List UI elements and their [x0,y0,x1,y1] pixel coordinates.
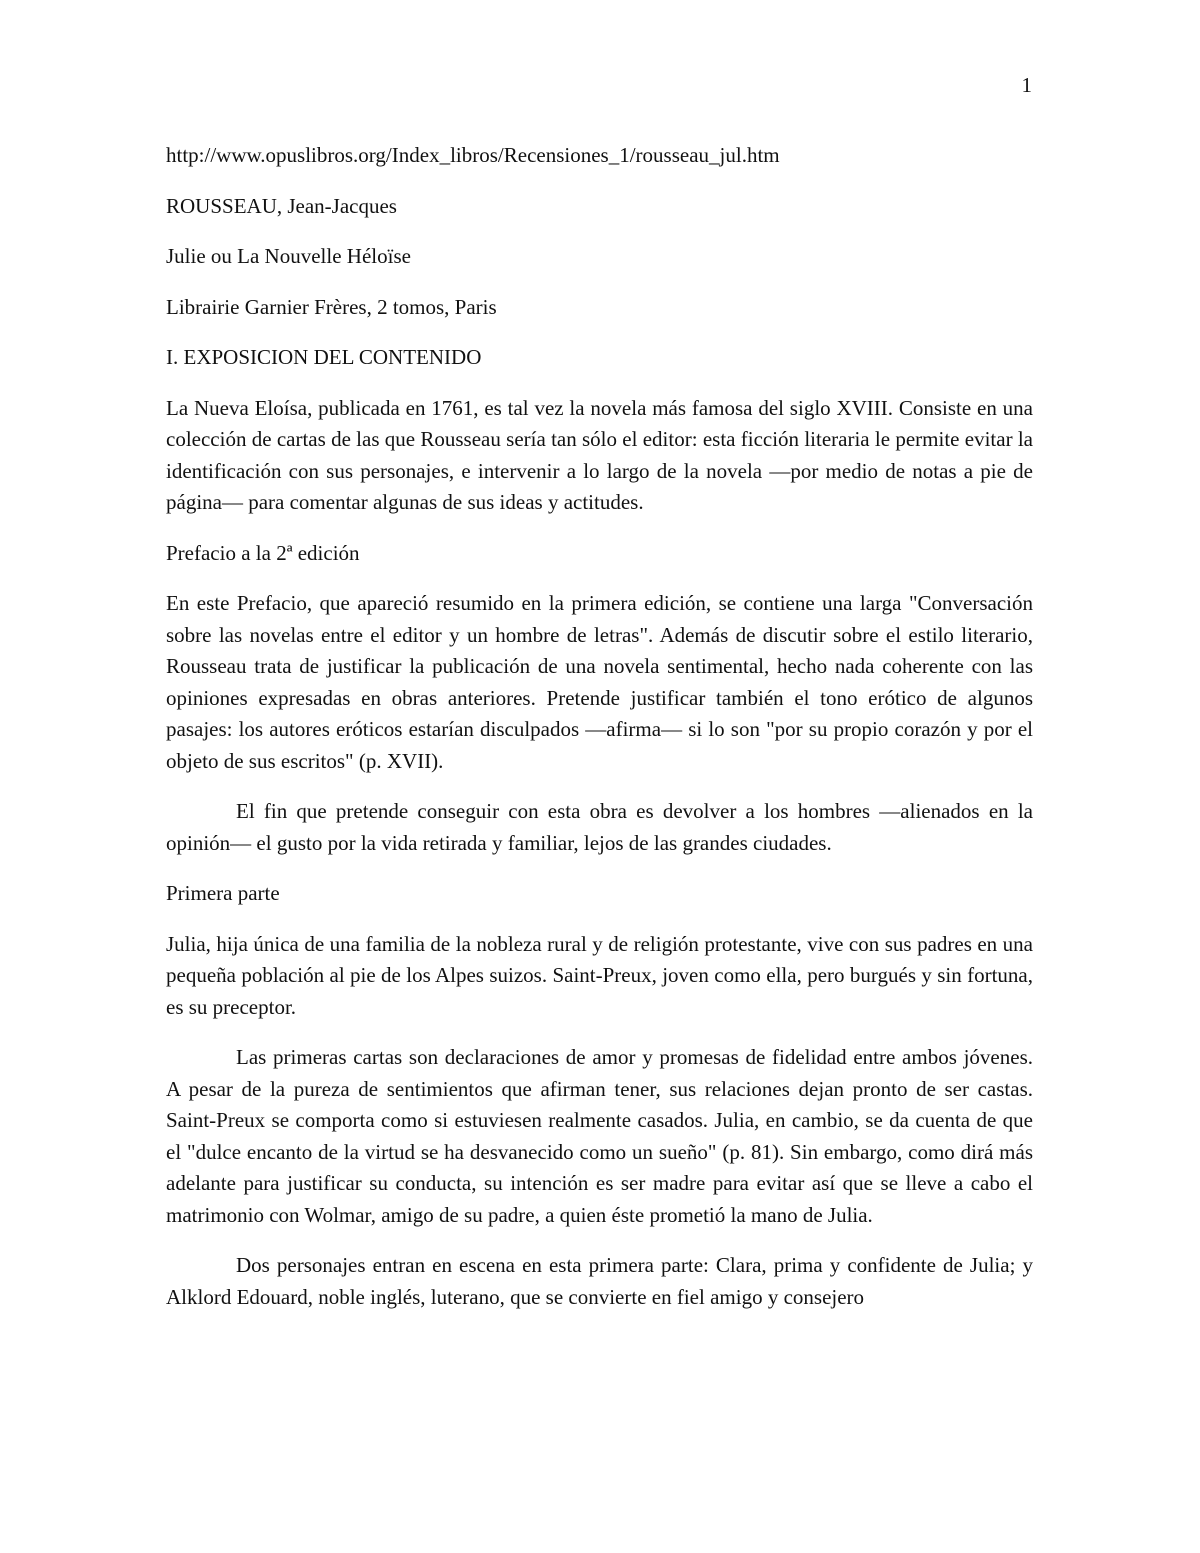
source-url: http://www.opuslibros.org/Index_libros/Recensiones_1/rousseau_jul.htm [166,143,780,167]
book-title: Julie ou La Nouvelle Héloïse [166,244,411,268]
preface-paragraph-2: El fin que pretende conseguir con esta obra es devolver a los hombres —alienados en la opinión— el gusto por la vida retirada y familiar, lejos de las grandes ciudades. [166,799,1033,855]
preface-heading: Prefacio a la 2ª edición [166,540,360,565]
intro-paragraph: La Nueva Eloísa, publicada en 1761, es tal vez la novela más famosa del siglo XVIII. Consiste en una colección de cartas de las que Rousseau sería tan sólo el editor: esta ficción literaria le permite evitar la identificación con sus personajes, e intervenir a lo largo de la novela —por medio de notas a pie de página— para comentar algunas de sus ideas y actitudes. [166,395,1033,514]
part-one-heading: Primera parte [166,881,280,905]
document-body [166,140,1033,1332]
part-one-paragraph-1: Julia, hija única de una familia de la nobleza rural y de religión protestante, vive con sus padres en una pequeña población al pie de los Alpes suizos. Saint-Preux, joven como ella, pero burgués y sin fortuna, es su preceptor. [166,931,1033,1019]
publisher-line: Librairie Garnier Frères, 2 tomos, Paris [166,294,497,319]
preface-paragraph-1: En este Prefacio, que apareció resumido en la primera edición, se contiene una larga "Conversación sobre las novelas entre el editor y un hombre de letras". Además de discutir sobre el estilo literario, Rousseau trata de justificar la publicación de una novela sentimental, hecho nada coherente con las opiniones expresadas en obras anteriores. Pretende justificar también el tono erótico de algunos pasajes: los autores eróticos estarían disculpados —afirma— si lo son "por su propio corazón y por el objeto de sus escritos" (p. XVII). [166,591,1033,773]
page-number: 1 [1021,73,1032,97]
section-heading: I. EXPOSICION DEL CONTENIDO [166,345,482,369]
author-line: ROUSSEAU, Jean-Jacques [166,193,397,218]
part-one-paragraph-2: Las primeras cartas son declaraciones de amor y promesas de fidelidad entre ambos jóvenes. A pesar de la pureza de sentimientos que afirman tener, sus relaciones dejan pronto de ser castas. Saint-Preux se comporta como si estuviesen realmente casados. Julia, en cambio, se da cuenta de que el "dulce encanto de la virtud se ha desvanecido como un sueño" (p. 81). Sin embargo, como dirá más adelante para justificar su conducta, su intención es ser madre para evitar así que se lleve a cabo el matrimonio con Wolmar, amigo de su padre, a quien éste prometió la mano de Julia. [166,1045,1033,1227]
part-one-paragraph-3: Dos personajes entran en escena en esta primera parte: Clara, prima y confidente de Julia; y Alklord Edouard, noble inglés, luterano, que se convierte en fiel amigo y consejero [166,1253,1033,1309]
